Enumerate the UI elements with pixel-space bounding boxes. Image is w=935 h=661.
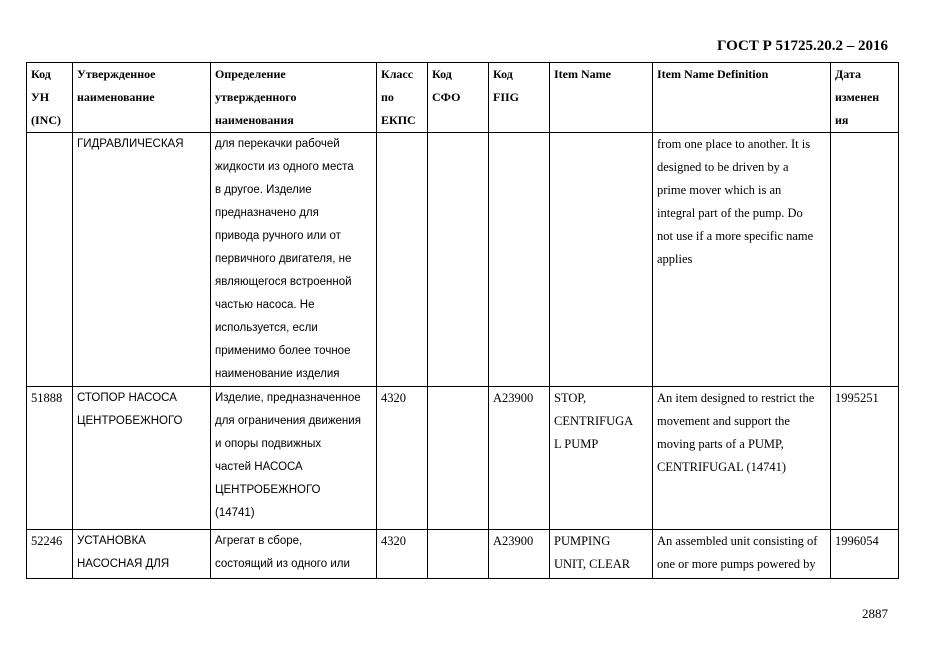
table-header-row: [27, 63, 899, 133]
cell-approved-name: УСТАНОВКА НАСОСНАЯ ДЛЯ: [73, 530, 211, 579]
cell-ekps-class: 4320: [377, 387, 428, 530]
cell-approved-name: СТОПОР НАСОСА ЦЕНТРОБЕЖНОГО: [73, 387, 211, 530]
column-header-name-definition: Определение утвержденного наименования: [211, 63, 377, 133]
cell-item-name: PUMPING UNIT, CLEAR: [550, 530, 653, 579]
column-header-item-name: Item Name: [550, 63, 653, 133]
cell-inc: 51888: [27, 387, 73, 530]
cell-item-name-definition: An assembled unit consisting of one or more pumps powered by: [653, 530, 831, 579]
column-header-sfo-code: Код СФО: [428, 63, 489, 133]
column-header-inc: Код УН (INC): [27, 63, 73, 133]
inc-table: [26, 62, 899, 579]
column-header-item-name-definition: Item Name Definition: [653, 63, 831, 133]
table-row: [27, 133, 899, 387]
cell-ekps-class: [377, 133, 428, 387]
cell-change-date: 1995251: [831, 387, 899, 530]
column-header-approved-name: Утвержденное наименование: [73, 63, 211, 133]
cell-item-name-definition: An item designed to restrict the movement and support the moving parts of a PUMP, CENTRIFUGAL (14741): [653, 387, 831, 530]
cell-change-date: 1996054: [831, 530, 899, 579]
cell-name-definition: для перекачки рабочей жидкости из одного места в другое. Изделие предназначено для привода ручного или от первичного двигателя, не являющегося встроенной частью насоса. Не используется, если применимо более точное наименование изделия: [211, 133, 377, 387]
cell-fiig-code: A23900: [489, 530, 550, 579]
cell-name-definition: Изделие, предназначенное для ограничения движения и опоры подвижных частей НАСОСА ЦЕНТРОБЕЖНОГО (14741): [211, 387, 377, 530]
cell-inc: [27, 133, 73, 387]
cell-item-name: STOP, CENTRIFUGA L PUMP: [550, 387, 653, 530]
page-number: 2887: [862, 606, 888, 621]
cell-change-date: [831, 133, 899, 387]
cell-sfo-code: [428, 387, 489, 530]
cell-name-definition: Агрегат в сборе, состоящий из одного или: [211, 530, 377, 579]
cell-sfo-code: [428, 530, 489, 579]
cell-approved-name: ГИДРАВЛИЧЕСКАЯ: [73, 133, 211, 387]
cell-sfo-code: [428, 133, 489, 387]
cell-fiig-code: A23900: [489, 387, 550, 530]
cell-item-name: [550, 133, 653, 387]
cell-item-name-definition: from one place to another. It is designed to be driven by a prime mover which is an integral part of the pump. Do not use if a more specific name applies: [653, 133, 831, 387]
cell-fiig-code: [489, 133, 550, 387]
table-row: [27, 530, 899, 579]
column-header-change-date: Дата изменен ия: [831, 63, 899, 133]
table-row: [27, 387, 899, 530]
cell-inc: 52246: [27, 530, 73, 579]
column-header-ekps-class: Класс по ЕКПС: [377, 63, 428, 133]
column-header-fiig-code: Код FIIG: [489, 63, 550, 133]
cell-ekps-class: 4320: [377, 530, 428, 579]
document-standard-header: ГОСТ Р 51725.20.2 – 2016: [716, 38, 888, 54]
